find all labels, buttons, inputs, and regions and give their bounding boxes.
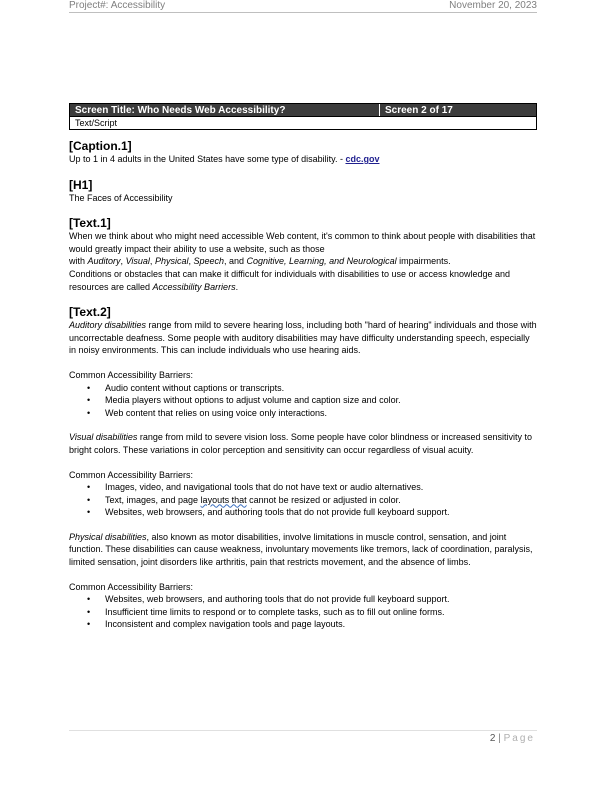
visual-paragraph [69, 431, 539, 456]
list-item: • Images, video, and navigational tools that do not have text or audio alternatives. [69, 481, 539, 494]
physical-body: , also known as motor disabilities, involve limitations in muscle control, sensation, and joint function. These disabilities can cause weakness, involuntary movements like tremors, lack of coordination, paralysis, limited sensation, joint disorders like arthritis, pain that restricts movement, and the absence of limbs. [69, 531, 533, 568]
text-script-label: Text/Script [70, 116, 536, 129]
text1-p2-post: impairments. [396, 256, 451, 267]
list-item: • Websites, web browsers, and authoring tools that do not provide full keyboard support. [69, 593, 539, 606]
text1-tag: [Text.1] [69, 216, 111, 231]
script-content [69, 139, 539, 631]
text1-visual: Visual [125, 256, 150, 267]
header-date: November 20, 2023 [449, 0, 537, 11]
text1-p3-pre: Conditions or obstacles that can make it difficult for individuals with disabilities to use or access knowledge and resources are called [69, 268, 511, 292]
auditory-barriers-list [69, 382, 539, 420]
text1-paragraph-1: When we think about who might need accessible Web content, it's common to think about people with disabilities that would greatly impact their ability to use a website, such as those [69, 231, 536, 254]
page-header [69, 0, 537, 12]
text1-c2: , [149, 256, 155, 267]
list-item: • Websites, web browsers, and authoring tools that do not provide full keyboard support. [69, 506, 539, 519]
visual-term: Visual disabilities [69, 432, 138, 443]
page-footer [490, 733, 535, 744]
visual-body: range from mild to severe vision loss. Some people have color blindness or increased sensitivity to bright colors. These variations in color perception and sensitivity can occur regardless of visual acuity. [69, 432, 533, 455]
text1-c4: , and [224, 256, 247, 267]
caption1-text [69, 153, 539, 166]
list-item [69, 494, 539, 507]
text2-tag: [Text.2] [69, 305, 111, 320]
text1-cognitive: Cognitive, Learning, and Neurological [246, 256, 397, 267]
screen-title: Screen Title: Who Needs Web Accessibility? [70, 104, 380, 116]
text1-paragraph-2 [69, 255, 539, 268]
list-item: • Web content that relies on using voice only interactions. [69, 407, 539, 420]
grammar-flag[interactable]: layouts that [200, 494, 247, 505]
text1-c1: , [120, 256, 126, 267]
list-item: • Media players without options to adjust volume and caption size and color. [69, 394, 539, 407]
cdc-link[interactable]: cdc.gov [345, 154, 380, 164]
screen-title-row [70, 104, 536, 116]
text1-paragraph-3 [69, 268, 539, 293]
list-item: • Audio content without captions or transcripts. [69, 382, 539, 395]
screen-title-table [69, 103, 537, 130]
project-label: Project#: Accessibility [69, 0, 166, 11]
text1-p3-post: . [235, 281, 239, 292]
footer-separator: | [495, 733, 504, 744]
header-divider [69, 12, 537, 13]
caption1-body: Up to 1 in 4 adults in the United States have some type of disability. - [69, 154, 346, 164]
h1-text: The Faces of Accessibility [69, 192, 173, 203]
text1-barriers-term: Accessibility Barriers [152, 281, 236, 292]
visual-b2-pre: Text, images, and page [105, 494, 201, 505]
physical-barriers-list [69, 593, 539, 631]
list-item: • Insufficient time limits to respond or to complete tasks, such as to fill out online forms. [69, 606, 539, 619]
screen-count: Screen 2 of 17 [385, 105, 453, 116]
page-label: Page [503, 733, 535, 744]
auditory-term: Auditory disabilities [69, 320, 147, 331]
text1-auditory: Auditory [87, 256, 121, 267]
text1-physical: Physical [154, 256, 189, 267]
visual-barriers-list [69, 481, 539, 519]
physical-term: Physical disabilities [69, 531, 147, 542]
visual-b2-post: cannot be resized or adjusted in color. [246, 494, 401, 505]
text1-speech: Speech [193, 256, 224, 267]
physical-paragraph [69, 531, 539, 569]
auditory-paragraph [69, 319, 539, 357]
auditory-barriers-label: Common Accessibility Barriers: [69, 369, 194, 380]
page-number: 2 [489, 733, 496, 744]
footer-divider [69, 730, 537, 731]
list-item: • Inconsistent and complex navigation tools and page layouts. [69, 618, 539, 631]
h1-tag: [H1] [69, 177, 93, 192]
text1-c3: , [188, 256, 194, 267]
physical-barriers-label: Common Accessibility Barriers: [69, 581, 194, 592]
text1-p2-pre: with [69, 256, 88, 267]
visual-barriers-label: Common Accessibility Barriers: [69, 469, 194, 480]
auditory-body: range from mild to severe hearing loss, including both "hard of hearing" individuals and those with uncorrectable deafness. Some people with auditory disabilities may have difficulty understanding speech, especially in noisy environments. This can include individuals who use hearing aids. [69, 320, 537, 356]
caption1-tag: [Caption.1] [69, 139, 132, 153]
